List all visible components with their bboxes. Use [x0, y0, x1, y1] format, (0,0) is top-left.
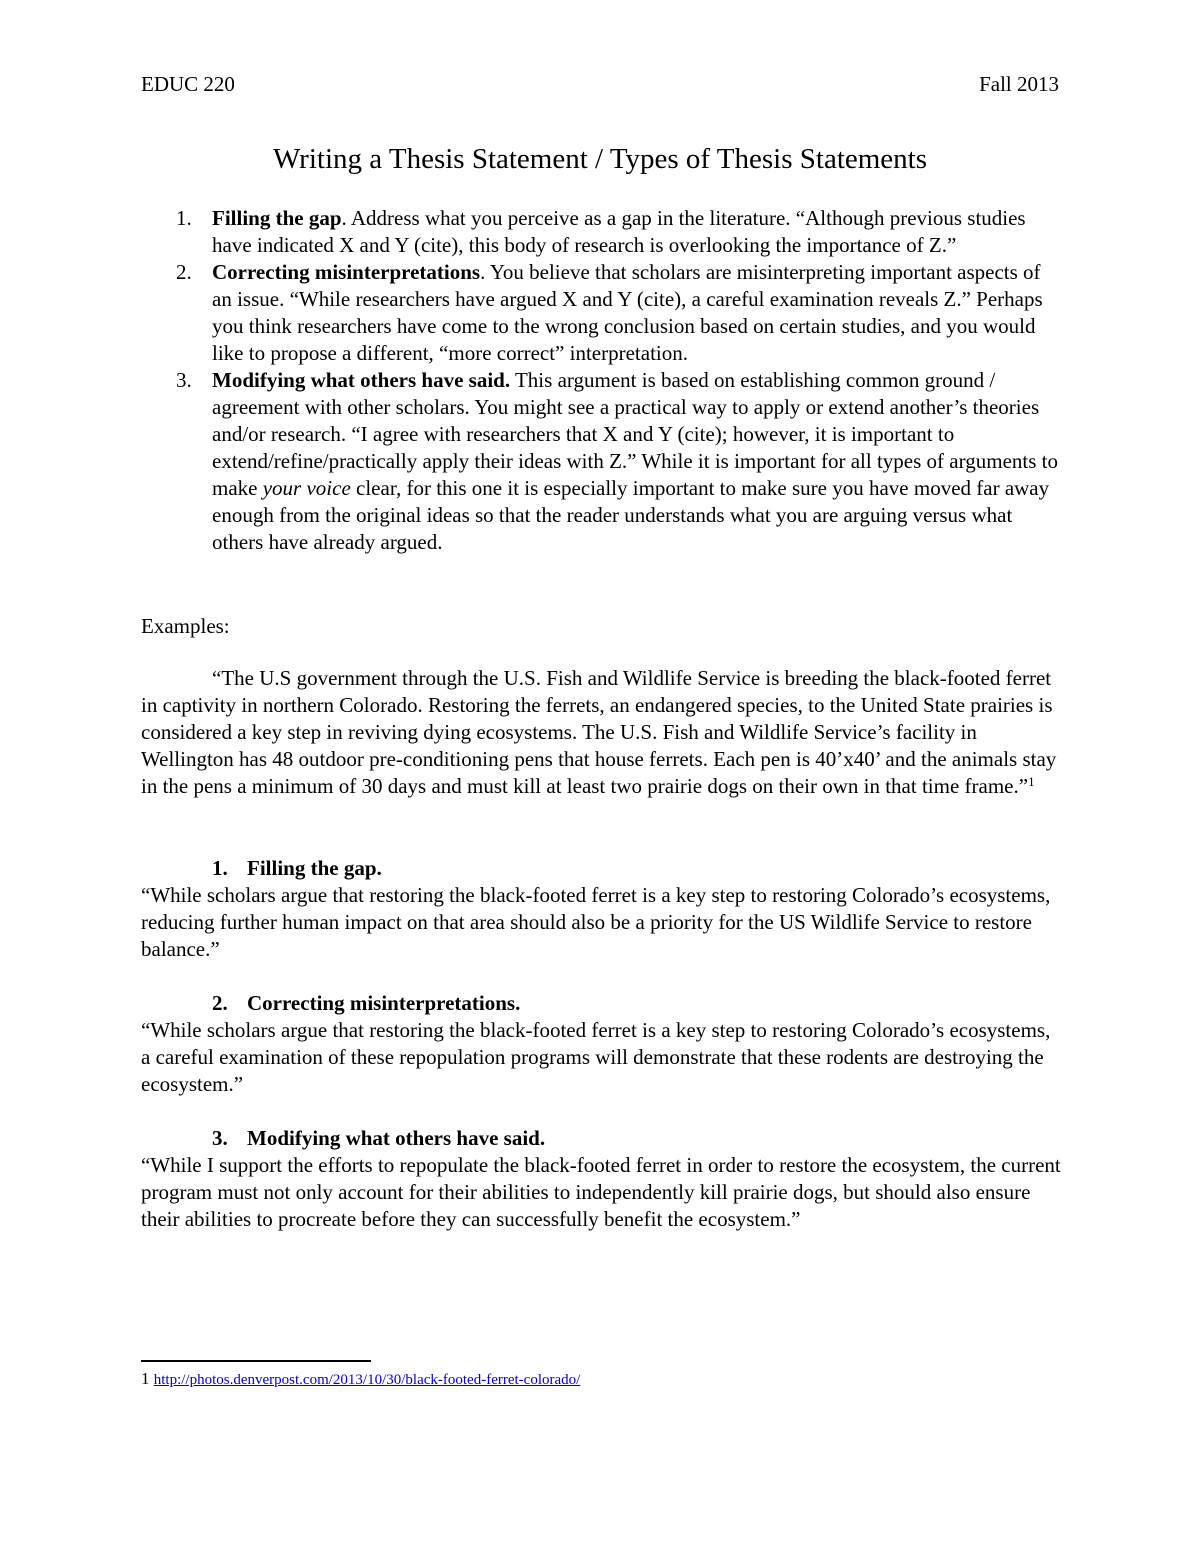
type-description: Address what you perceive as a gap in the literature. “Although previous studies have indicated X and Y (cite), this body of research is overlooking the importance of Z.”	[212, 206, 1026, 257]
course-code: EDUC 220	[141, 72, 235, 96]
footnote-divider	[141, 1360, 371, 1362]
list-number: 1.	[176, 206, 192, 230]
example-text: “The U.S government through the U.S. Fish and Wildlife Service is breeding the black-footed ferret in captivity in northern Colorado. Restoring the ferrets, an endangered species, to the United State prairies is considered a key step in reviving dying ecosystems. The U.S. Fish and Wildlife Service’s facility in Wellington has 48 outdoor pre-conditioning pens that house ferrets. Each pen is 40’x40’ and the animals stay in the pens a minimum of 30 days and must kill at least two prairie dogs on their own in that time frame.”	[141, 666, 1057, 798]
example-block	[141, 855, 1061, 963]
example-paragraph	[141, 665, 1061, 800]
list-item	[141, 259, 1061, 367]
thesis-types-list	[141, 205, 1061, 556]
example-number: 2.	[212, 991, 228, 1015]
example-heading	[141, 1125, 1061, 1152]
list-number: 2.	[176, 260, 192, 284]
page-title: Writing a Thesis Statement / Types of Thesis Statements	[272, 143, 928, 175]
examples-label: Examples:	[141, 614, 230, 638]
heading-suffix: .	[341, 206, 347, 230]
type-heading: Filling the gap	[212, 206, 342, 230]
example-number: 3.	[212, 1126, 228, 1150]
footnote	[141, 1369, 580, 1389]
type-description-end: clear, for this one it is especially important to make sure you have moved far away enough from the original ideas so that the reader understands what you are arguing versus what others have already argued.	[212, 476, 1050, 554]
emphasis: your voice	[262, 476, 351, 500]
example-text: “While I support the efforts to repopulate the black-footed ferret in order to restore the ecosystem, the current program must not only account for their abilities to independently kill prairie dogs, but should also ensure their abilities to procreate before they can successfully benefit the ecosystem.”	[141, 1153, 1061, 1231]
example-heading-label: Modifying what others have said.	[247, 1126, 546, 1150]
term: Fall 2013	[979, 72, 1059, 96]
example-number: 1.	[212, 856, 228, 880]
type-description: This argument is based on establishing common ground / agreement with other scholars. You might see a practical way to apply or extend another’s theories and/or research. “I agree with researchers that X and Y (cite); however, it is important to extend/refine/practically apply their ideas with Z.” While it is important for all types of arguments to make	[212, 368, 1058, 500]
footnote-reference[interactable]: 1	[1028, 774, 1035, 789]
example-heading	[141, 990, 1061, 1017]
heading-suffix: .	[480, 260, 486, 284]
example-text: “While scholars argue that restoring the black-footed ferret is a key step to restoring Colorado’s ecosystems, reducing further human impact on that area should also be a priority for the US Wildlife Service to restore balance.”	[141, 883, 1051, 961]
type-heading: Correcting misinterpretations	[212, 260, 481, 284]
example-block	[141, 1125, 1061, 1233]
list-item	[141, 205, 1061, 259]
example-heading-label: Correcting misinterpretations.	[247, 991, 521, 1015]
list-item	[141, 367, 1061, 556]
example-block	[141, 990, 1061, 1098]
list-number: 3.	[176, 368, 192, 392]
example-heading	[141, 855, 1061, 882]
example-heading-label: Filling the gap.	[247, 856, 382, 880]
example-text: “While scholars argue that restoring the black-footed ferret is a key step to restoring Colorado’s ecosystems, a careful examination of these repopulation programs will demonstrate that these rodents are destroying the ecosystem.”	[141, 1018, 1051, 1096]
footnote-number: 1	[141, 1369, 150, 1388]
type-description: You believe that scholars are misinterpreting important aspects of an issue. “While researchers have argued X and Y (cite), a careful examination reveals Z.” Perhaps you think researchers have come to the wrong conclusion based on certain studies, and you would like to propose a different, “more correct” interpretation.	[212, 260, 1043, 365]
type-heading: Modifying what others have said.	[212, 368, 511, 392]
footnote-link[interactable]: http://photos.denverpost.com/2013/10/30/black-footed-ferret-colorado/	[153, 1372, 581, 1388]
